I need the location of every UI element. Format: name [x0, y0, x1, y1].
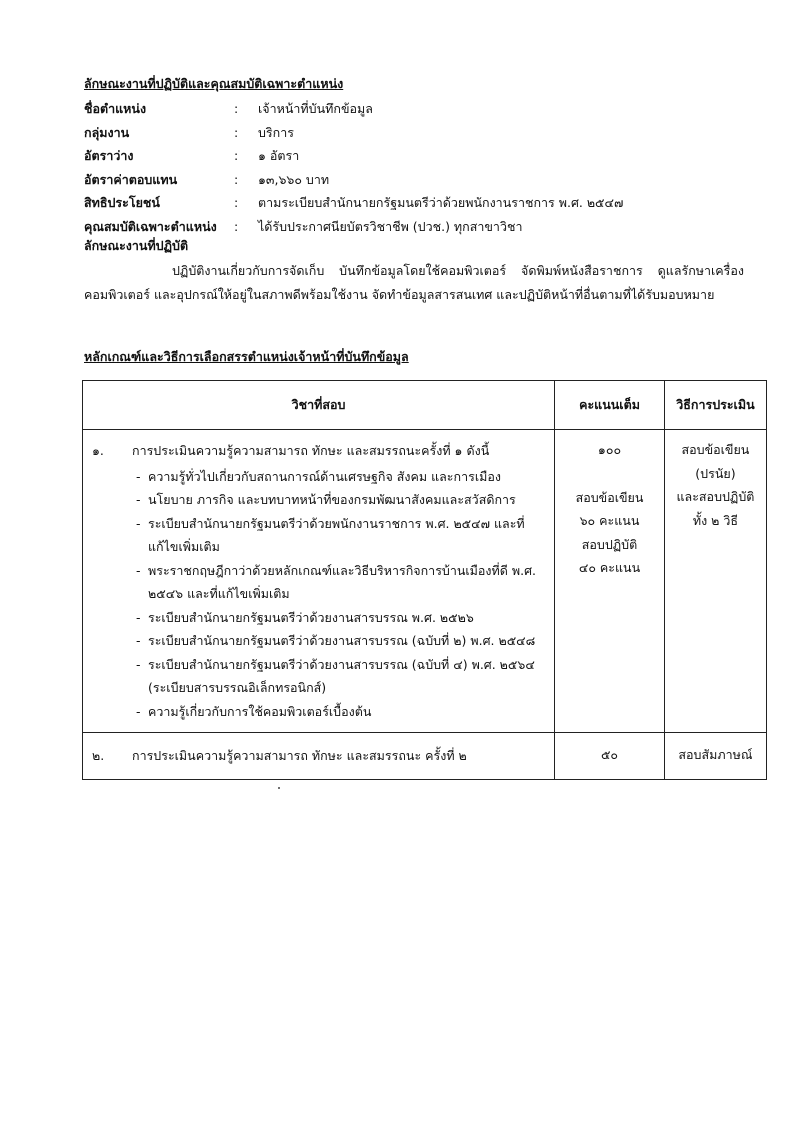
score-detail: ๔๐ คะแนน: [578, 560, 641, 575]
method-line: และสอบปฏิบัติ: [676, 489, 755, 504]
method-line: สอบข้อเขียน: [681, 442, 750, 457]
subject-cell: [83, 430, 555, 733]
info-value: บริการ: [258, 124, 294, 140]
row-number: ๒.: [92, 748, 105, 763]
list-item: - ระเบียบสำนักนายกรัฐมนตรีว่าด้วยงานสารบรรณ พ.ศ. ๒๕๒๖: [136, 609, 474, 625]
header-score: คะแนนเต็ม: [555, 381, 665, 430]
header-method: วิธีการประเมิน: [664, 381, 766, 430]
info-colon: :: [234, 148, 239, 163]
section-heading-qualifications: ลักษณะงานที่ปฏิบัติและคุณสมบัติเฉพาะตำแหน่ง: [84, 76, 344, 91]
info-label: อัตราค่าตอบแทน: [84, 171, 178, 187]
method-line: (ปรนัย): [695, 465, 736, 481]
list-item: - ระเบียบสำนักนายกรัฐมนตรีว่าด้วยงานสารบรรณ (ฉบับที่ ๒) พ.ศ. ๒๕๔๘: [136, 633, 536, 648]
method-line: สอบสัมภาษณ์: [678, 747, 753, 762]
method-cell: [664, 733, 766, 780]
list-item: - พระราชกฤษฎีกาว่าด้วยหลักเกณฑ์และวิธีบริหารกิจการบ้านเมืองที่ดี พ.ศ. ๒๕๔๖ และที่แก้ไขเพิ่มเติม: [136, 562, 536, 601]
info-row: [84, 215, 764, 239]
info-row: [84, 144, 764, 168]
list-item: - ความรู้ทั่วไปเกี่ยวกับสถานการณ์ด้านเศรษฐกิจ สังคม และการเมือง: [136, 468, 501, 484]
info-label: กลุ่มงาน: [84, 124, 130, 140]
header-subject: วิชาที่สอบ: [83, 381, 555, 430]
score-cell: [555, 430, 665, 733]
info-label: คุณสมบัติเฉพาะตำแหน่ง: [84, 218, 217, 234]
exam-table: [82, 380, 767, 780]
score-detail: สอบปฏิบัติ: [581, 536, 638, 552]
criteria-heading: หลักเกณฑ์และวิธีการเลือกสรรตำแหน่งเจ้าหน้าที่บันทึกข้อมูล: [84, 349, 409, 364]
info-colon: :: [234, 171, 239, 187]
row-number: ๑.: [92, 443, 104, 458]
list-item: - ความรู้เกี่ยวกับการใช้คอมพิวเตอร์เบื้องต้น: [136, 703, 372, 719]
list-item: - นโยบาย ภารกิจ และบทบาทหน้าที่ของกรมพัฒนาสังคมและสวัสดิการ: [136, 492, 516, 507]
info-row: [84, 168, 764, 192]
stray-mark: [278, 787, 280, 789]
method-line: ทั้ง ๒ วิธี: [692, 512, 739, 528]
row-title: การประเมินความรู้ความสามารถ ทักษะ และสมรรถนะ ครั้งที่ ๒: [132, 748, 467, 763]
info-row: [84, 121, 764, 145]
info-value: ๑๓,๖๖๐ บาท: [258, 171, 330, 187]
info-label: อัตราว่าง: [84, 148, 134, 163]
info-value: เจ้าหน้าที่บันทึกข้อมูล: [258, 101, 373, 116]
table-row: [83, 733, 767, 780]
score-cell: [555, 733, 665, 780]
score-total: ๑๐๐: [597, 442, 622, 457]
score-detail: ๖๐ คะแนน: [579, 513, 640, 528]
duties-paragraph: ปฏิบัติงานเกี่ยวกับการจัดเก็บ บันทึกข้อมูลโดยใช้คอมพิวเตอร์ จัดพิมพ์หนังสือราชการ ดูแลรักษาเครื่องคอมพิวเตอร์ และอุปกรณ์ให้อยู่ในสภาพดีพร้อมใช้งาน จัดทำข้อมูลสารสนเทศ และปฏิบัติหน้าที่อื่นตามที่ได้รับมอบหมาย: [84, 263, 744, 302]
info-label: สิทธิประโยชน์: [84, 195, 160, 210]
list-item: - ระเบียบสำนักนายกรัฐมนตรีว่าด้วยพนักงานราชการ พ.ศ. ๒๕๔๗ และที่แก้ไขเพิ่มเติม: [136, 515, 525, 554]
topic-list: [84, 465, 553, 724]
info-colon: :: [234, 218, 239, 234]
position-info: [84, 97, 764, 238]
score-detail: สอบข้อเขียน: [575, 489, 644, 505]
score-total: ๕๐: [600, 747, 619, 762]
info-label: ชื่อตำแหน่ง: [84, 101, 147, 116]
info-colon: :: [234, 124, 239, 140]
info-value: ๑ อัตรา: [258, 148, 300, 163]
method-cell: [664, 430, 766, 733]
duties-heading: ลักษณะงานที่ปฏิบัติ: [84, 238, 189, 253]
info-row: [84, 97, 764, 121]
info-colon: :: [234, 195, 239, 210]
list-item: - ระเบียบสำนักนายกรัฐมนตรีว่าด้วยงานสารบรรณ (ฉบับที่ ๔) พ.ศ. ๒๕๖๔ (ระเบียบสารบรรณอิเล็กทรอนิกส์): [136, 656, 535, 695]
info-value: ตามระเบียบสำนักนายกรัฐมนตรีว่าด้วยพนักงานราชการ พ.ศ. ๒๕๔๗: [258, 195, 624, 210]
row-title: การประเมินความรู้ความสามารถ ทักษะ และสมรรถนะครั้งที่ ๑ ดังนี้: [132, 443, 490, 458]
table-row: [83, 430, 767, 733]
table-header-row: [83, 381, 767, 430]
info-value: ได้รับประกาศนียบัตรวิชาชีพ (ปวช.) ทุกสาขาวิชา: [258, 218, 523, 234]
info-row: [84, 191, 764, 215]
info-colon: :: [234, 101, 239, 116]
subject-cell: [83, 733, 555, 780]
